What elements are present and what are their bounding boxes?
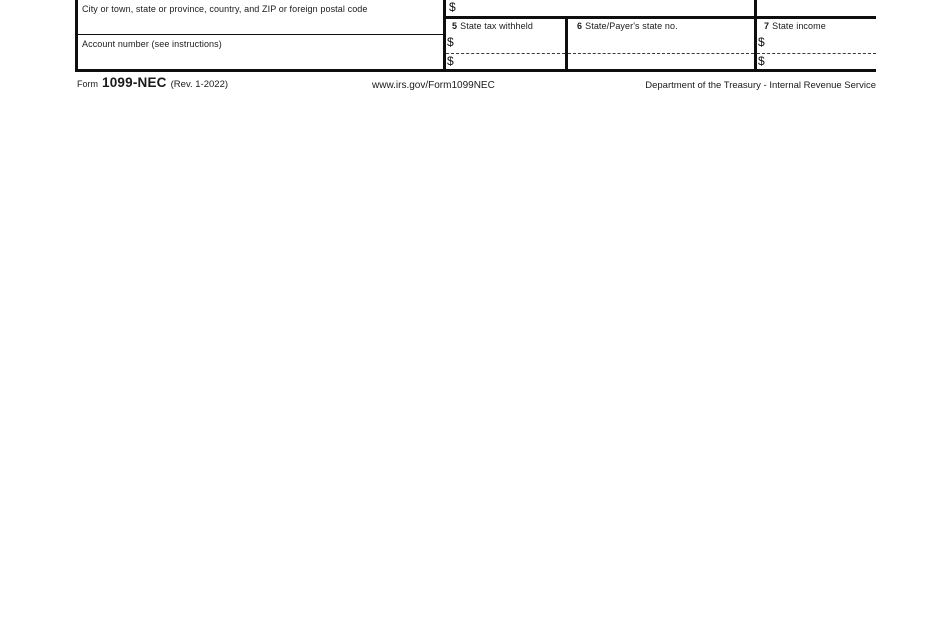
divider-box5-box6-line xyxy=(565,16,568,72)
box7-number: 7 xyxy=(764,21,770,31)
box7-label-text: State income xyxy=(772,21,826,31)
divider-city-account-line xyxy=(75,34,445,36)
box6-number: 6 xyxy=(577,21,583,31)
city-field-input[interactable] xyxy=(79,13,441,32)
box5-line1-dollar-sign: $ xyxy=(447,34,454,49)
form-revision: (Rev. 1-2022) xyxy=(170,79,229,90)
box7-label xyxy=(764,21,826,31)
box5-line2-dollar-sign: $ xyxy=(447,54,454,68)
box7-line1-input[interactable] xyxy=(770,34,874,52)
state-boxes-top-border-line xyxy=(443,16,876,19)
box7-line2-dollar-sign: $ xyxy=(758,54,765,68)
irs-url: www.irs.gov/Form1099NEC xyxy=(372,80,495,91)
box6-line2-input[interactable] xyxy=(570,55,752,68)
city-field-label: City or town, state or province, country, and ZIP or foreign postal code xyxy=(82,3,368,14)
box7-dashed-entry-line xyxy=(757,53,876,54)
box6-label-text: State/Payer's state no. xyxy=(585,21,678,31)
form-bottom-border-line xyxy=(75,69,876,72)
form-identifier xyxy=(77,75,228,90)
box5-label xyxy=(452,21,533,31)
box6-line1-input[interactable] xyxy=(570,31,752,52)
form-word: Form xyxy=(77,79,98,89)
box5-number: 5 xyxy=(452,21,458,31)
account-number-input[interactable] xyxy=(79,48,441,68)
form-left-border-line xyxy=(75,0,78,72)
divider-box6-box7-line xyxy=(754,0,757,72)
box5-line2-input[interactable] xyxy=(459,55,563,68)
box6-dashed-entry-line xyxy=(568,53,754,54)
box5-dashed-entry-line xyxy=(446,53,565,54)
box7-line1-dollar-sign: $ xyxy=(758,34,765,49)
form-number: 1099-NEC xyxy=(102,75,167,90)
box5-label-text: State tax withheld xyxy=(460,21,533,31)
top-amount-dollar-sign: $ xyxy=(449,0,456,14)
top-amount-input[interactable] xyxy=(461,0,751,15)
account-number-label: Account number (see instructions) xyxy=(82,39,222,49)
box5-line1-input[interactable] xyxy=(459,34,563,52)
divider-left-box-amount-column-line xyxy=(443,0,446,72)
box7-line2-input[interactable] xyxy=(770,55,874,68)
treasury-agency-label: Department of the Treasury - Internal Revenue Service xyxy=(645,80,876,91)
box6-label xyxy=(577,21,678,31)
